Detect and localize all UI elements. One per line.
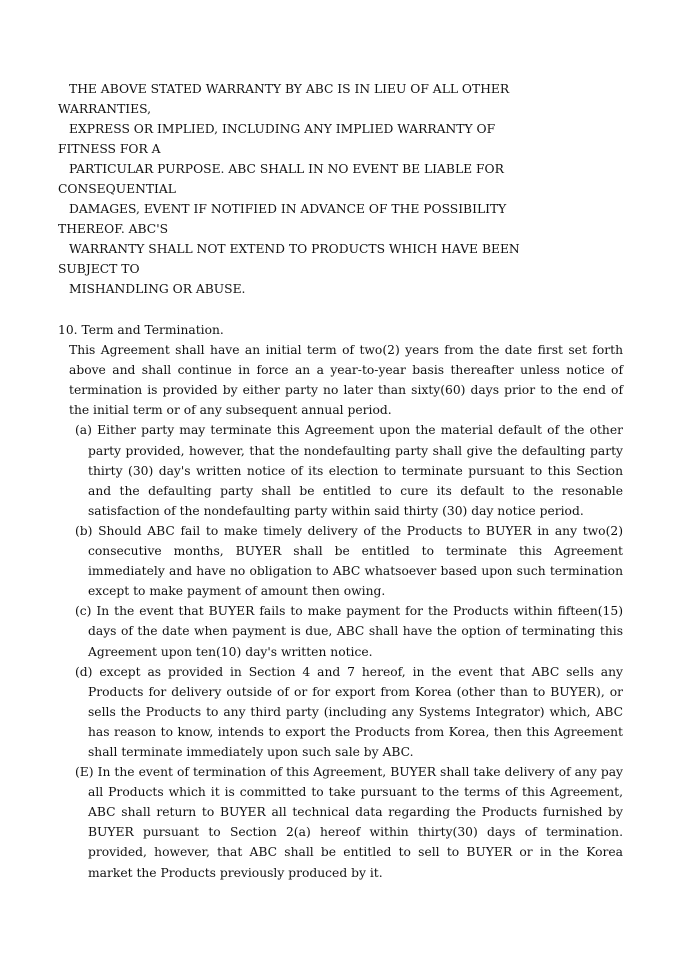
warranty-line: SUBJECT TO — [58, 262, 140, 276]
warranty-line: MISHANDLING OR ABUSE. — [69, 282, 246, 296]
clause-text: (a) Either party may terminate this Agreement upon the material default of the other party provided, however, that the nondefaulting party shall give the defaulting party thirty (30) day's written notice of its election to terminate pursuant to this Section and the defaulting party shall be entitled to cure its default to the resonable satisfaction of the nondefaulting party within said thirty (30) day notice period. — [75, 423, 623, 518]
warranty-line: THEREOF. ABC'S — [58, 222, 169, 236]
warranty-line: FITNESS FOR A — [58, 142, 161, 156]
term-and-termination-section — [58, 320, 623, 883]
warranty-disclaimer — [58, 79, 618, 299]
warranty-line: EXPRESS OR IMPLIED, INCLUDING ANY IMPLIED WARRANTY OF — [69, 122, 496, 136]
clause-e — [75, 762, 623, 883]
clause-b — [75, 521, 623, 601]
clause-d — [75, 662, 623, 762]
warranty-line: CONSEQUENTIAL — [58, 182, 176, 196]
warranty-line: WARRANTY SHALL NOT EXTEND TO PRODUCTS WHICH HAVE BEEN — [69, 242, 520, 256]
clause-text: (c) In the event that BUYER fails to make payment for the Products within fifteen(15) days of the date when payment is due, ABC shall have the option of terminating this Agreement upon ten(10) day's written notice. — [75, 604, 623, 659]
clause-text: (d) except as provided in Section 4 and 7 hereof, in the event that ABC sells any Products for delivery outside of or for export from Korea (other than to BUYER), or sells the Products to any third party (including any Systems Integrator) which, ABC has reason to know, intends to export the Products from Korea, then this Agreement shall terminate immediately upon such sale by ABC. — [75, 664, 623, 759]
warranty-line: WARRANTIES, — [58, 102, 151, 116]
section-title: 10. Term and Termination. — [58, 323, 224, 337]
clause-text: (b) Should ABC fail to make timely delivery of the Products to BUYER in any two(2) consecutive months, BUYER shall be entitled to terminate this Agreement immediately and have no obligation to ABC whatsoever based upon such termination except to make payment of amount then owing. — [75, 523, 623, 599]
warranty-line: THE ABOVE STATED WARRANTY BY ABC IS IN LIEU OF ALL OTHER — [69, 82, 510, 96]
warranty-line: PARTICULAR PURPOSE. ABC SHALL IN NO EVENT BE LIABLE FOR — [69, 162, 504, 176]
clause-c — [75, 601, 623, 661]
section-intro-paragraph: This Agreement shall have an initial term of two(2) years from the date first set forth above and shall continue in force an a year-to-year basis thereafter unless notice of termination is provided by either party no later than sixty(60) days prior to the end of the initial term or of any subsequent annual period. — [69, 343, 623, 418]
warranty-line: DAMAGES, EVENT IF NOTIFIED IN ADVANCE OF THE POSSIBILITY — [69, 202, 507, 216]
clause-list — [58, 420, 623, 882]
clause-text: (E) In the event of termination of this Agreement, BUYER shall take delivery of any pay all Products which it is committed to take pursuant to the terms of this Agreement, ABC shall return to BUYER all technical data regarding the Products furnished by BUYER pursuant to Section 2(a) hereof within thirty(30) days of termination. provided, however, that ABC shall be entitled to sell to BUYER or in the Korea market the Products previously produced by it. — [75, 765, 623, 880]
clause-a — [75, 420, 623, 520]
